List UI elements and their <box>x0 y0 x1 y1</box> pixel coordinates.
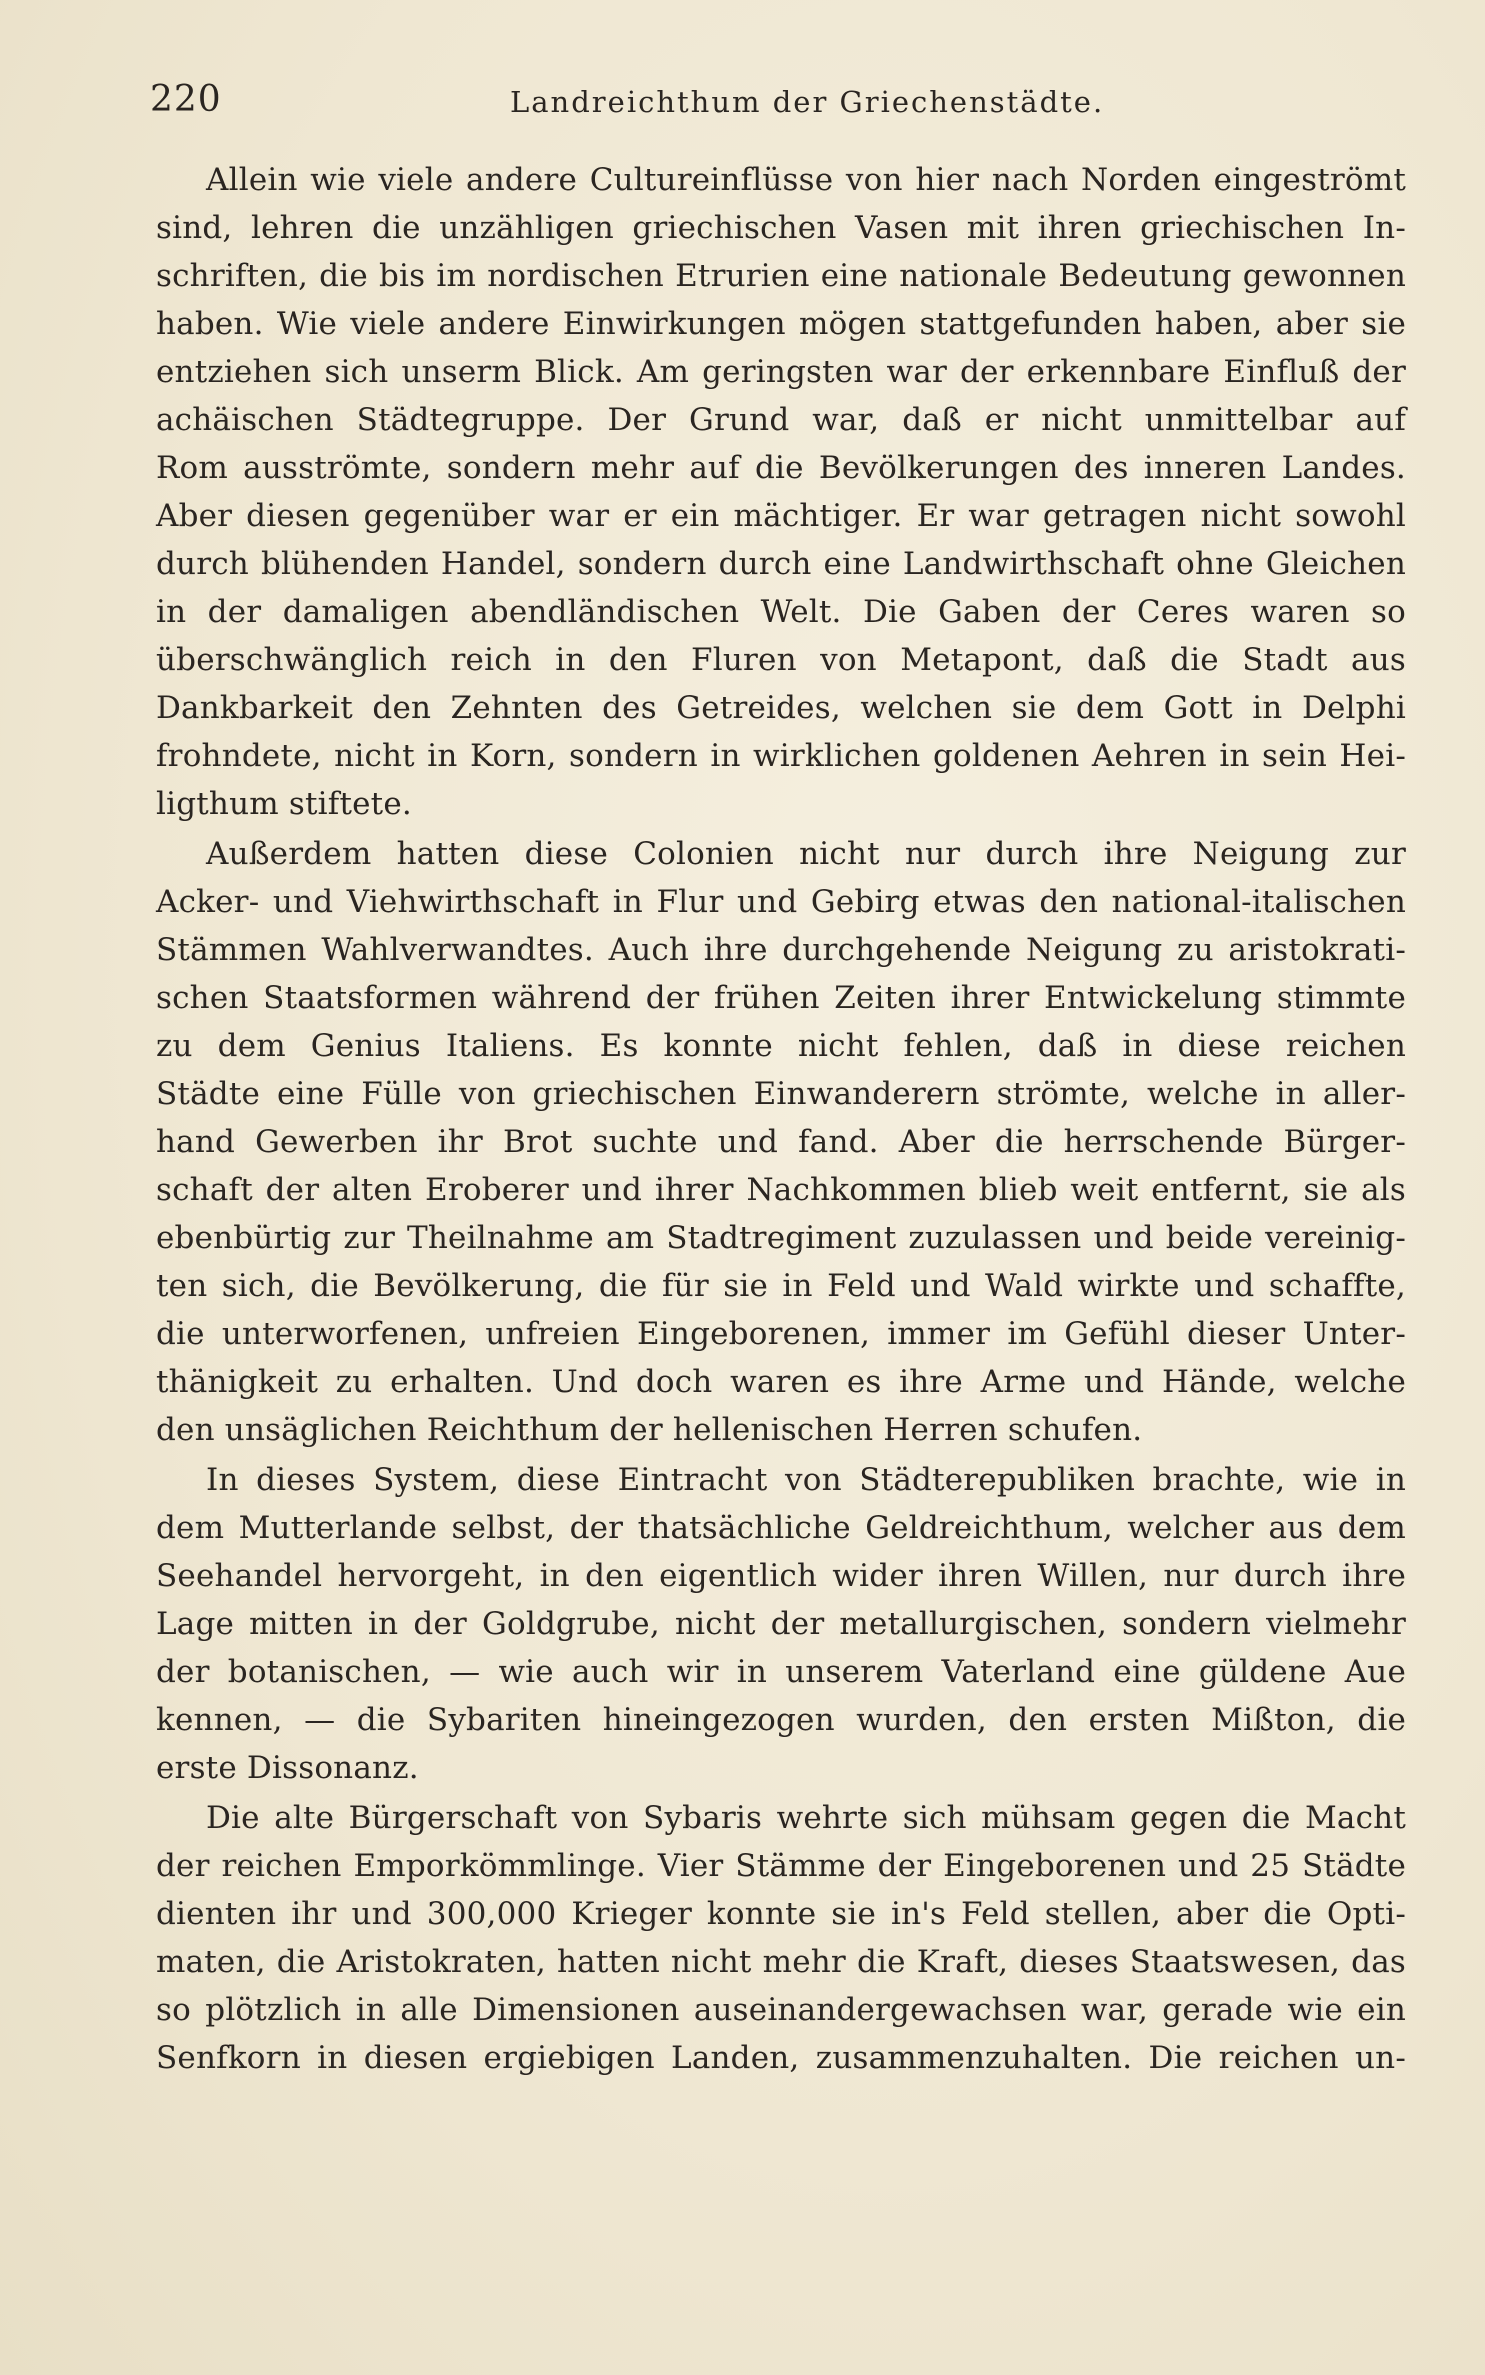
text-line: so plötzlich in alle Dimensionen auseinandergewachsen war, gerade wie ein <box>156 1992 1406 2028</box>
text-line: entziehen sich unserm Blick. Am geringsten war der erkennbare Einfluß der <box>156 354 1406 390</box>
text-line: achäischen Städtegruppe. Der Grund war, daß er nicht unmittelbar auf <box>156 402 1406 438</box>
text-line: zu dem Genius Italiens. Es konnte nicht fehlen, daß in diese reichen <box>156 1028 1406 1064</box>
text-line: Rom ausströmte, sondern mehr auf die Bevölkerungen des inneren Landes. <box>156 450 1406 486</box>
text-line: der reichen Emporkömmlinge. Vier Stämme der Eingeborenen und 25 Städte <box>156 1848 1406 1884</box>
text-line: In dieses System, diese Eintracht von Städterepubliken brachte, wie in <box>206 1462 1406 1498</box>
text-line: Seehandel hervorgeht, in den eigentlich wider ihren Willen, nur durch ihre <box>156 1558 1406 1594</box>
text-line: in der damaligen abendländischen Welt. Die Gaben der Ceres waren so <box>156 594 1406 630</box>
text-line: Stämmen Wahlverwandtes. Auch ihre durchgehende Neigung zu aristokrati- <box>156 932 1406 968</box>
text-line: schriften, die bis im nordischen Etrurien eine nationale Bedeutung gewonnen <box>156 258 1406 294</box>
text-line: ten sich, die Bevölkerung, die für sie in Feld und Wald wirkte und schaffte, <box>156 1268 1406 1304</box>
text-line: Außerdem hatten diese Colonien nicht nur durch ihre Neigung zur <box>206 836 1406 872</box>
text-line: sind, lehren die unzähligen griechischen Vasen mit ihren griechischen In- <box>156 210 1406 246</box>
text-line: dem Mutterlande selbst, der thatsächliche Geldreichthum, welcher aus dem <box>156 1510 1406 1546</box>
text-line: kennen, — die Sybariten hineingezogen wurden, den ersten Mißton, die <box>156 1702 1406 1738</box>
text-line: Senfkorn in diesen ergiebigen Landen, zusammenzuhalten. Die reichen un- <box>156 2040 1406 2076</box>
text-line: der botanischen, — wie auch wir in unserem Vaterland eine güldene Aue <box>156 1654 1406 1690</box>
text-line: erste Dissonanz. <box>156 1750 419 1786</box>
text-line: schaft der alten Eroberer und ihrer Nachkommen blieb weit entfernt, sie als <box>156 1172 1406 1208</box>
text-line: Lage mitten in der Goldgrube, nicht der metallurgischen, sondern vielmehr <box>156 1606 1406 1642</box>
text-line: schen Staatsformen während der frühen Zeiten ihrer Entwickelung stimmte <box>156 980 1406 1016</box>
text-line: durch blühenden Handel, sondern durch eine Landwirthschaft ohne Gleichen <box>156 546 1406 582</box>
text-line: Allein wie viele andere Cultureinflüsse von hier nach Norden eingeströmt <box>206 162 1406 198</box>
text-line: Dankbarkeit den Zehnten des Getreides, welchen sie dem Gott in Delphi <box>156 690 1406 726</box>
text-line: Acker- und Viehwirthschaft in Flur und Gebirg etwas den national-italischen <box>156 884 1406 920</box>
text-line: haben. Wie viele andere Einwirkungen mögen stattgefunden haben, aber sie <box>156 306 1406 342</box>
text-line: Die alte Bürgerschaft von Sybaris wehrte sich mühsam gegen die Macht <box>206 1800 1406 1836</box>
text-line: Städte eine Fülle von griechischen Einwanderern strömte, welche in aller- <box>156 1076 1406 1112</box>
text-line: ligthum stiftete. <box>156 786 412 822</box>
running-title: Landreichthum der Griechenstädte. <box>510 85 1105 119</box>
body-text <box>156 156 1406 2082</box>
text-line: dienten ihr und 300,000 Krieger konnte sie in's Feld stellen, aber die Opti- <box>156 1896 1406 1932</box>
running-head <box>150 76 1410 124</box>
text-line: überschwänglich reich in den Fluren von Metapont, daß die Stadt aus <box>156 642 1406 678</box>
text-line: maten, die Aristokraten, hatten nicht mehr die Kraft, dieses Staatswesen, das <box>156 1944 1406 1980</box>
text-line: Aber diesen gegenüber war er ein mächtiger. Er war getragen nicht sowohl <box>156 498 1406 534</box>
page-number: 220 <box>150 79 222 120</box>
text-line: frohndete, nicht in Korn, sondern in wirklichen goldenen Aehren in sein Hei- <box>156 738 1406 774</box>
text-line: die unterworfenen, unfreien Eingeborenen, immer im Gefühl dieser Unter- <box>156 1316 1406 1352</box>
text-line: hand Gewerben ihr Brot suchte und fand. Aber die herrschende Bürger- <box>156 1124 1406 1160</box>
text-line: ebenbürtig zur Theilnahme am Stadtregiment zuzulassen und beide vereinig- <box>156 1220 1406 1256</box>
text-line: thänigkeit zu erhalten. Und doch waren es ihre Arme und Hände, welche <box>156 1364 1406 1400</box>
text-line: den unsäglichen Reichthum der hellenischen Herren schufen. <box>156 1412 1143 1448</box>
